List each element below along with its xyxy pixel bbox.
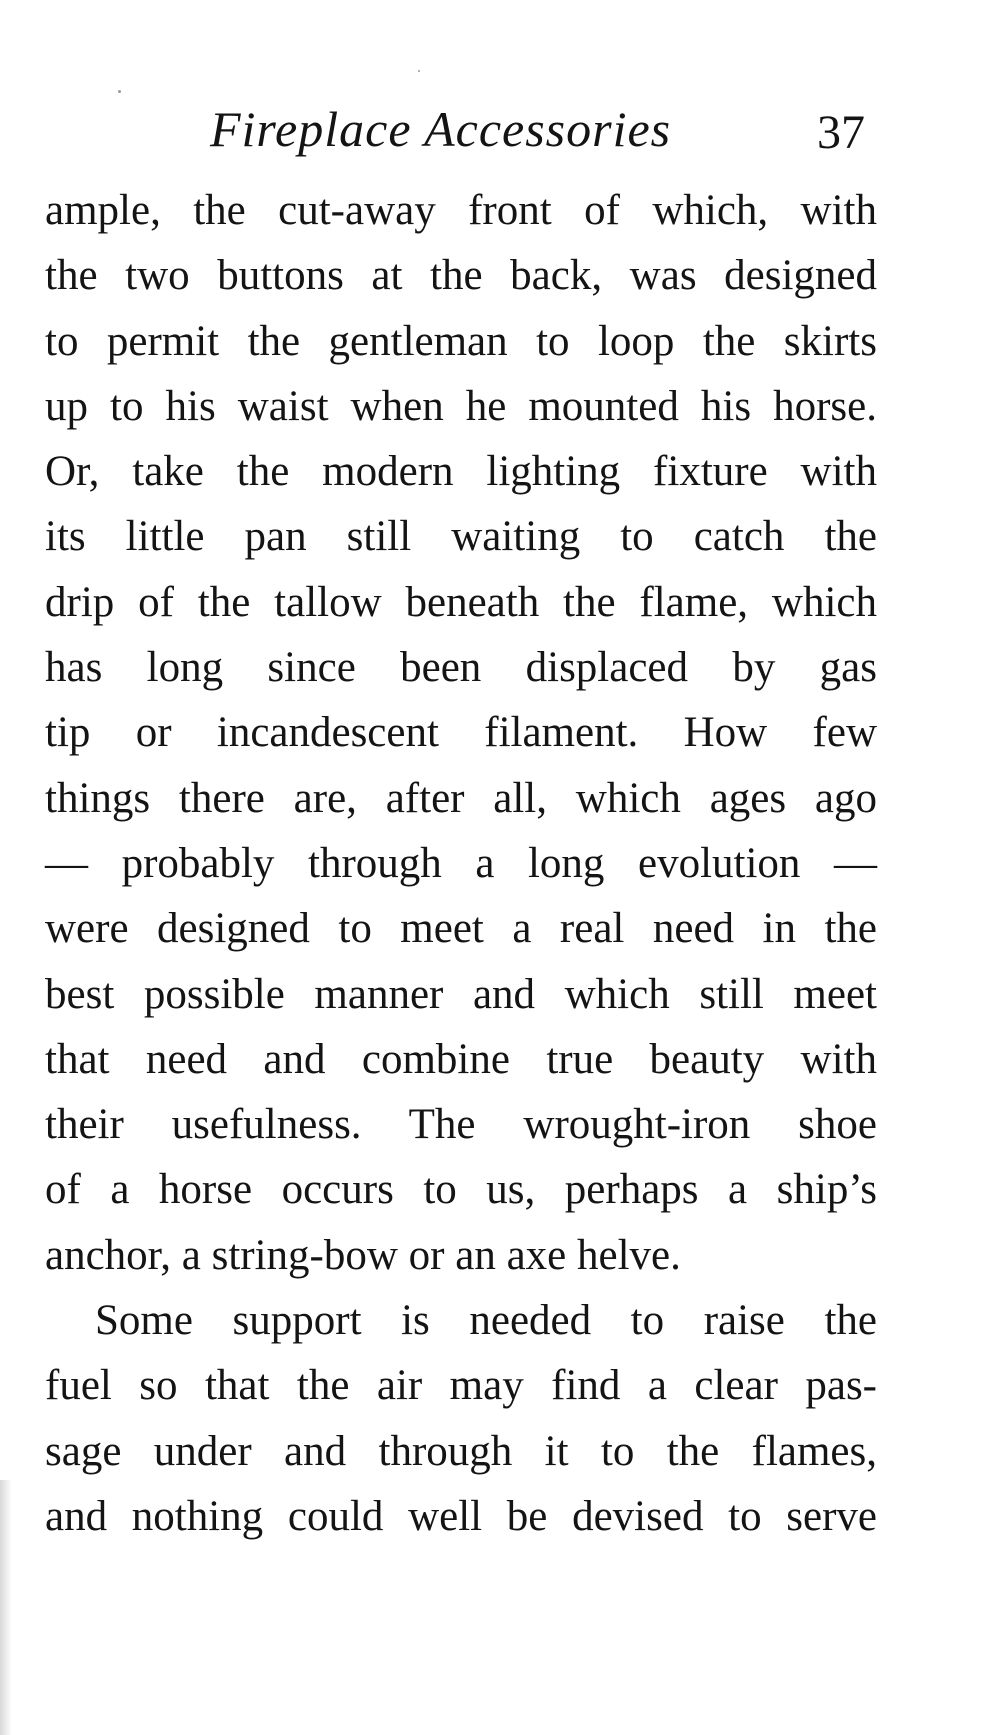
body-text	[45, 178, 877, 1549]
print-speck	[418, 70, 420, 72]
text-line: of a horse occurs to us, perhaps a ship’s	[45, 1166, 877, 1214]
print-speck	[118, 90, 121, 93]
text-line: fuel so that the air may find a clear pas-	[45, 1362, 877, 1410]
page-gutter-shadow	[0, 1480, 12, 1735]
text-line: their usefulness. The wrought-iron shoe	[45, 1101, 877, 1149]
text-line: ample, the cut-away front of which, with	[45, 187, 877, 234]
text-line: that need and combine true beauty with	[45, 1035, 877, 1083]
text-line: drip of the tallow beneath the flame, which	[45, 578, 877, 626]
text-line: up to his waist when he mounted his horse.	[45, 382, 877, 430]
text-line: Or, take the modern lighting fixture with	[45, 448, 877, 496]
text-line: were designed to meet a real need in the	[45, 905, 877, 953]
running-head	[0, 98, 1000, 160]
text-line: best possible manner and which still meet	[45, 970, 877, 1018]
page-number: 37	[817, 106, 865, 159]
paragraph-1	[45, 178, 877, 1288]
text-line: Some support is needed to raise the	[95, 1297, 877, 1345]
text-line: things there are, after all, which ages ago	[45, 774, 877, 822]
paragraph-2	[45, 1288, 877, 1549]
text-line: to permit the gentleman to loop the skirts	[45, 317, 877, 365]
text-line: its little pan still waiting to catch the	[45, 513, 877, 561]
text-line: anchor, a string-bow or an axe helve.	[45, 1231, 681, 1279]
text-line: — probably through a long evolution —	[45, 839, 877, 887]
text-line: the two buttons at the back, was designed	[45, 252, 877, 300]
text-line: sage under and through it to the flames,	[45, 1427, 877, 1475]
text-line: tip or incandescent filament. How few	[45, 709, 877, 757]
text-line: and nothing could well be devised to serve	[45, 1492, 877, 1540]
text-line: has long since been displaced by gas	[45, 644, 877, 692]
running-title: Fireplace Accessories	[210, 101, 672, 157]
